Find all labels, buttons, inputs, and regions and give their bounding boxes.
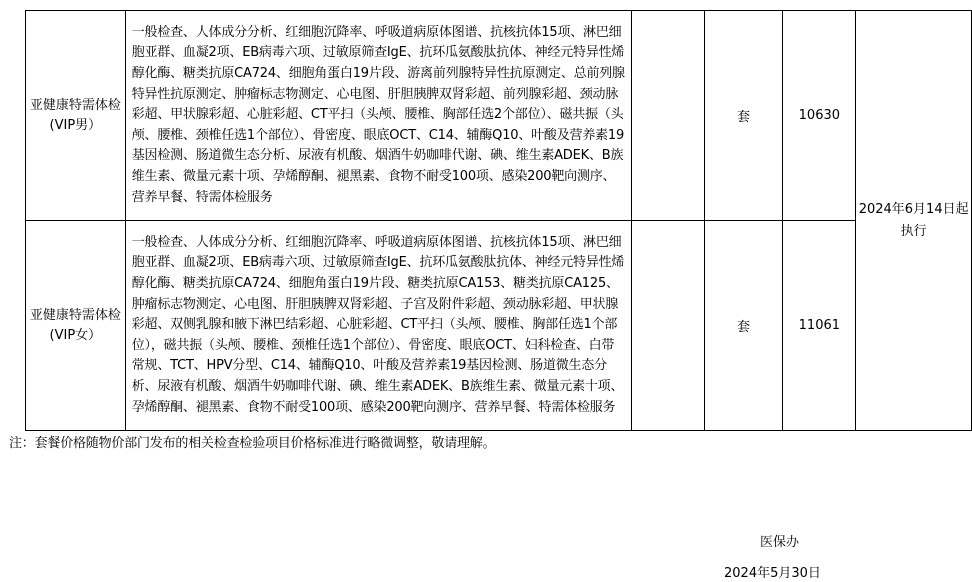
price-cell: 10630 bbox=[783, 11, 856, 221]
effective-date-cell: 2024年6月14日起执行 bbox=[856, 11, 972, 431]
empty-cell bbox=[631, 221, 704, 431]
sign-date: 2024年5月30日 bbox=[724, 566, 821, 581]
empty-cell bbox=[631, 11, 704, 221]
unit-cell: 套 bbox=[704, 11, 783, 221]
price-table bbox=[25, 10, 972, 431]
price-cell: 11061 bbox=[783, 221, 856, 431]
package-items-cell: 一般检查、人体成分分析、红细胞沉降率、呼吸道病原体图谱、抗核抗体15项、淋巴细胞亚群、血凝2项、EB病毒六项、过敏原筛查IgE、抗环瓜氨酸肽抗体、神经元特异性烯醇化酶、糖类抗原CA724、细胞角蛋白19片段、游离前列腺特异性抗原测定、总前列腺特异性抗原测定、肿瘤标志物测定、心电图、肝胆胰脾双肾彩超、前列腺彩超、颈动脉彩超、甲状腺彩超、心脏彩超、CT平扫（头颅、腰椎、胸部任选2个部位）、磁共振（头颅、腰椎、颈椎任选1个部位）、骨密度、眼底OCT、C14、辅酶Q10、叶酸及营养素19基因检测、肠道微生态分析、尿液有机酸、烟酒牛奶咖啡代谢、碘、维生素ADEK、B族维生素、微量元素十项、孕烯醇酮、褪黑素、食物不耐受100项、感染200靶向测序、营养早餐、特需体检服务 bbox=[125, 11, 631, 221]
issuer-name: 医保办 bbox=[760, 535, 800, 550]
table-row bbox=[26, 11, 972, 221]
package-name-cell: 亚健康特需体检(VIP男） bbox=[26, 11, 126, 221]
table-row bbox=[26, 221, 972, 431]
unit-cell: 套 bbox=[704, 221, 783, 431]
footnote: 注：套餐价格随物价部门发布的相关检查检验项目价格标准进行略微调整，敬请理解。 bbox=[9, 436, 496, 451]
package-items-cell: 一般检查、人体成分分析、红细胞沉降率、呼吸道病原体图谱、抗核抗体15项、淋巴细胞亚群、血凝2项、EB病毒六项、过敏原筛查IgE、抗环瓜氨酸肽抗体、神经元特异性烯醇化酶、糖类抗原CA724、细胞角蛋白19片段、糖类抗原CA153、糖类抗原CA125、肿瘤标志物测定、心电图、肝胆胰脾双肾彩超、子宫及附件彩超、颈动脉彩超、甲状腺彩超、双侧乳腺和腋下淋巴结彩超、心脏彩超、CT平扫（头颅、腰椎、胸部任选1个部位），磁共振（头颅、腰椎、颈椎任选1个部位）、骨密度、眼底OCT、妇科检查、白带常规、TCT、HPV分型、C14、辅酶Q10、叶酸及营养素19基因检测、肠道微生态分析、尿液有机酸、烟酒牛奶咖啡代谢、碘、维生素ADEK、B族维生素、微量元素十项、孕烯醇酮、褪黑素、食物不耐受100项、感染200靶向测序、营养早餐、特需体检服务 bbox=[125, 221, 631, 431]
package-name-cell: 亚健康特需体检(VIP女） bbox=[26, 221, 126, 431]
